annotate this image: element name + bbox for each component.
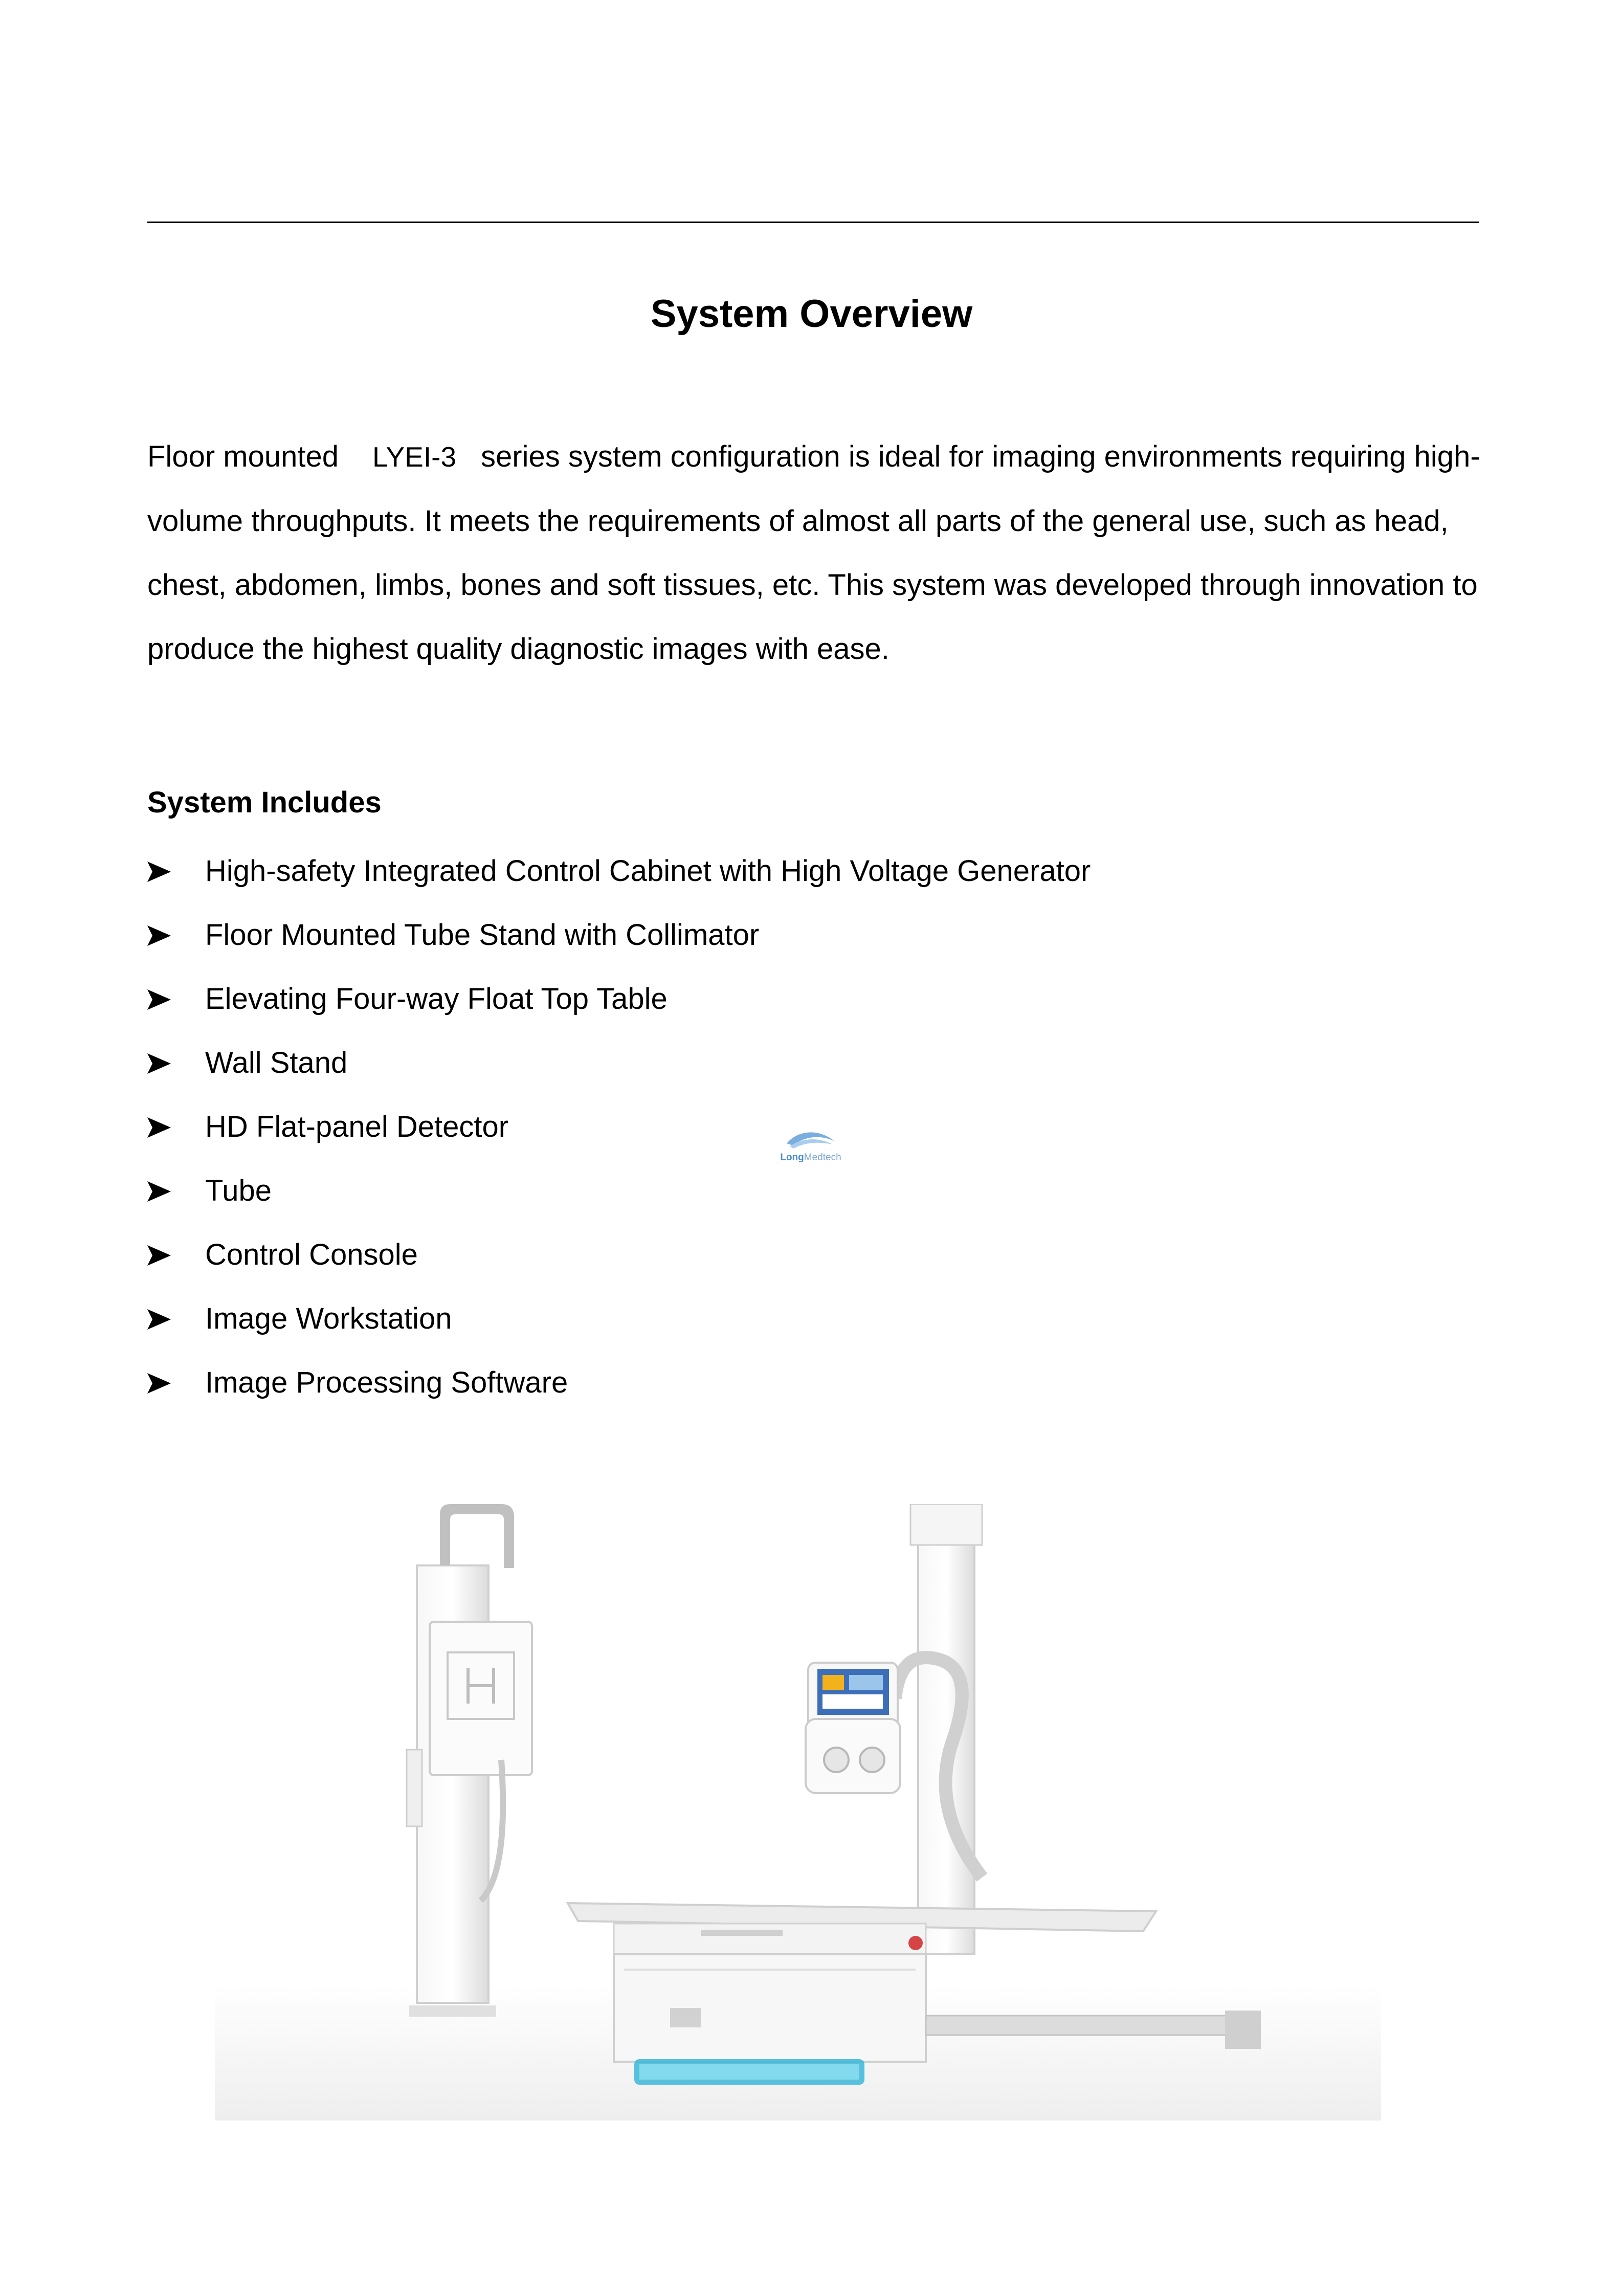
model-name: LYEI-3 — [372, 441, 457, 473]
list-item-label: Elevating Four-way Float Top Table — [205, 982, 668, 1015]
wave-logo-icon — [783, 1128, 839, 1150]
list-item — [147, 1287, 1324, 1351]
arrow-bullet-icon — [147, 1373, 171, 1394]
arrow-bullet-icon — [147, 1309, 171, 1330]
arrow-bullet-icon — [147, 1245, 171, 1266]
header-rule — [147, 222, 1479, 223]
list-item-label: Wall Stand — [205, 1046, 348, 1079]
list-item — [147, 1095, 1324, 1159]
page-title: System Overview — [650, 292, 973, 336]
watermark-logo — [767, 1128, 854, 1169]
intro-lead: Floor mounted — [147, 440, 339, 473]
includes-list — [147, 839, 1324, 1415]
list-item-label: Image Processing Software — [205, 1366, 568, 1399]
list-item — [147, 1031, 1324, 1095]
list-item-label: Floor Mounted Tube Stand with Collimator — [205, 918, 760, 952]
arrow-bullet-icon — [147, 1117, 171, 1138]
list-item-label: Control Console — [205, 1238, 418, 1271]
intro-paragraph — [147, 425, 1487, 681]
tube-stand — [806, 1504, 982, 1954]
list-item-label: Tube — [205, 1174, 272, 1207]
arrow-bullet-icon — [147, 989, 171, 1010]
list-item-label: HD Flat-panel Detector — [205, 1110, 509, 1143]
list-item — [147, 903, 1324, 967]
includes-heading: System Includes — [147, 786, 382, 819]
intro-rest: series system configuration is ideal for imaging environments requiring high-volume throughputs. It meets the requirements of almost all parts of the general use, such as head, chest, abdomen, limbs, bones and soft tissues, etc. This system was developed through innovation to produce the highest quality diagnostic images with ease. — [147, 440, 1480, 666]
list-item — [147, 1159, 1324, 1223]
list-item — [147, 1351, 1324, 1415]
list-item — [147, 1223, 1324, 1287]
arrow-bullet-icon — [147, 925, 171, 946]
arrow-bullet-icon — [147, 1053, 171, 1074]
list-item — [147, 839, 1324, 903]
logo-text: LongMedtech — [780, 1152, 841, 1163]
arrow-bullet-icon — [147, 1181, 171, 1202]
wall-stand — [407, 1504, 532, 2017]
list-item-label: High-safety Integrated Control Cabinet with High Voltage Generator — [205, 854, 1091, 888]
list-item — [147, 967, 1324, 1031]
product-image — [215, 1504, 1381, 2121]
list-item-label: Image Workstation — [205, 1302, 452, 1335]
arrow-bullet-icon — [147, 862, 171, 882]
